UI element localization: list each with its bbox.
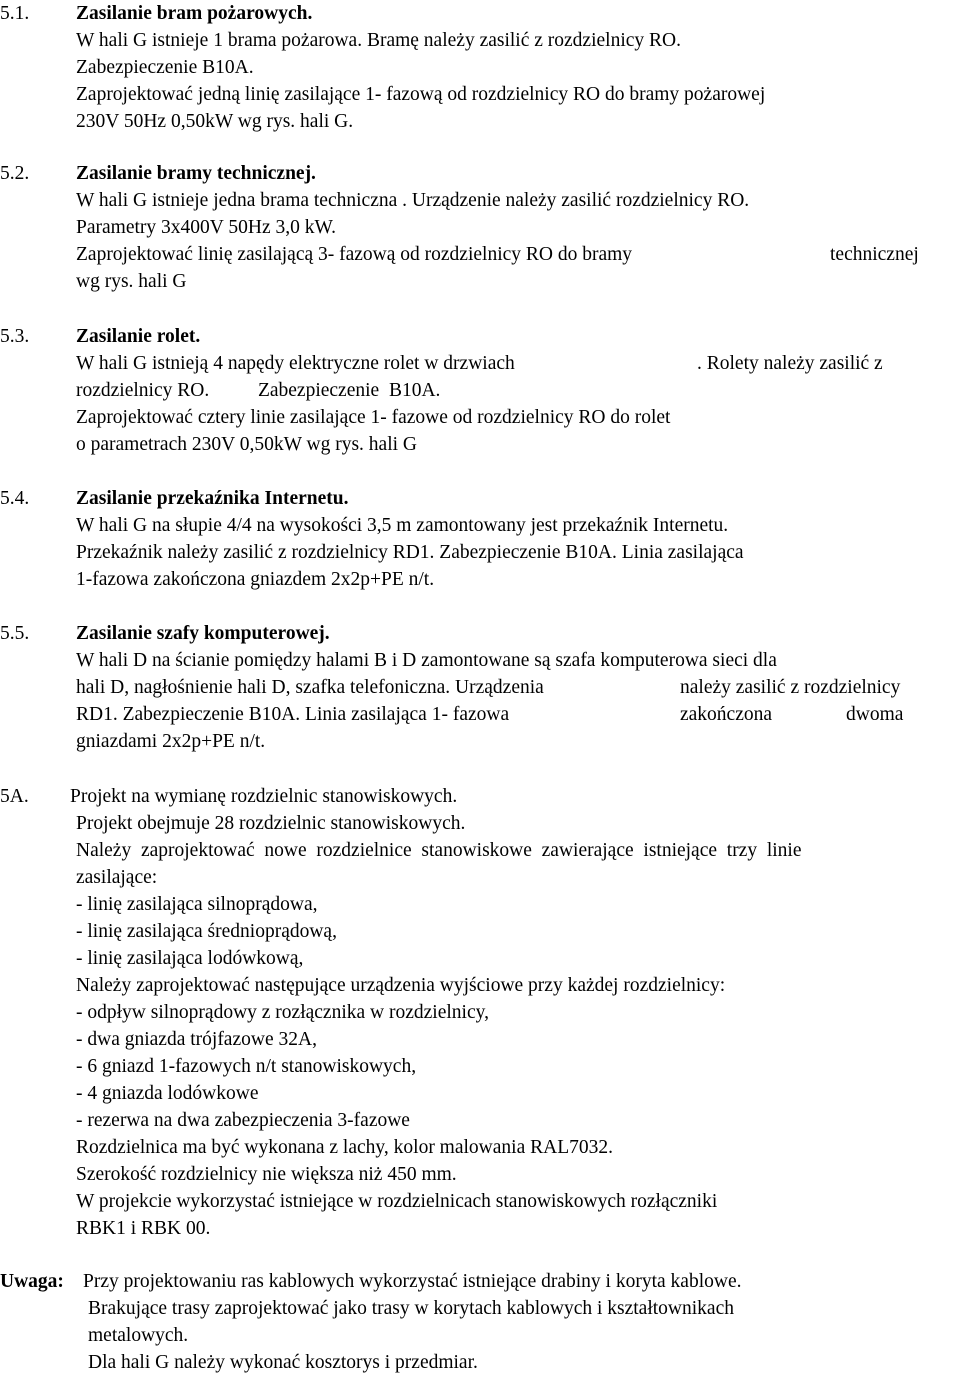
note-line: Brakujące trasy zaprojektować jako trasy w korytach kablowych i kształtownikach bbox=[88, 1298, 734, 1319]
section-number: 5A. bbox=[0, 786, 29, 807]
output-item: - dwa gniazda trójfazowe 32A, bbox=[76, 1029, 317, 1050]
text-line-split bbox=[76, 350, 928, 377]
feed-item: - linię zasilająca lodówkową, bbox=[76, 948, 304, 969]
text-line: Parametry 3x400V 50Hz 3,0 kW. bbox=[76, 217, 336, 238]
section-title: Zasilanie bramy technicznej. bbox=[76, 163, 316, 184]
output-item: - odpływ silnoprądowy z rozłącznika w rozdzielnicy, bbox=[76, 1002, 489, 1023]
section-number: 5.5. bbox=[0, 623, 30, 644]
section-title: Zasilanie bram pożarowych. bbox=[76, 3, 313, 24]
text-line: 230V 50Hz 0,50kW wg rys. hali G. bbox=[76, 111, 354, 132]
text-line: W hali D na ścianie pomiędzy halami B i D zamontowane są szafa komputerowa sieci dla bbox=[76, 650, 777, 671]
note-line: Dla hali G należy wykonać kosztorys i przedmiar. bbox=[88, 1352, 478, 1373]
text-fragment: Zaprojektować linię zasilającą 3- fazową od rozdzielnicy RO do bramy bbox=[76, 244, 633, 265]
section-title: Zasilanie rolet. bbox=[76, 326, 201, 347]
text-fragment: hali D, nagłośnienie hali D, szafka telefoniczna. Urządzenia bbox=[76, 677, 544, 698]
text-line: gniazdami 2x2p+PE n/t. bbox=[76, 731, 266, 752]
text-line: rozdzielnicy RO. Zabezpieczenie B10A. bbox=[76, 380, 441, 401]
text-line: Należy zaprojektować następujące urządzenia wyjściowe przy każdej rozdzielnicy: bbox=[76, 975, 726, 996]
section-title: Zasilanie przekaźnika Internetu. bbox=[76, 488, 349, 509]
text-fragment: W hali G istnieją 4 napędy elektryczne rolet w drzwiach bbox=[76, 353, 515, 374]
output-item: - rezerwa na dwa zabezpieczenia 3-fazowe bbox=[76, 1110, 410, 1131]
text-line: o parametrach 230V 0,50kW wg rys. hali G bbox=[76, 434, 417, 455]
output-item: - 6 gniazd 1-fazowych n/t stanowiskowych, bbox=[76, 1056, 417, 1077]
feed-item: - linię zasilająca silnoprądowa, bbox=[76, 894, 318, 915]
text-fragment: technicznej bbox=[830, 244, 919, 265]
section-number: 5.3. bbox=[0, 326, 30, 347]
text-fragment: RD1. Zabezpieczenie B10A. Linia zasilająca 1- fazowa bbox=[76, 704, 510, 725]
text-fragment: należy zasilić z rozdzielnicy bbox=[680, 677, 901, 698]
text-line: RBK1 i RBK 00. bbox=[76, 1218, 211, 1239]
text-line: Przekaźnik należy zasilić z rozdzielnicy RD1. Zabezpieczenie B10A. Linia zasilająca bbox=[76, 542, 744, 563]
note-label: Uwaga: bbox=[0, 1271, 64, 1292]
text-fragment: . Rolety należy zasilić z bbox=[697, 353, 883, 374]
text-line: Projekt obejmuje 28 rozdzielnic stanowiskowych. bbox=[76, 813, 466, 834]
text-fragment: dwoma bbox=[846, 704, 904, 725]
section-title: Zasilanie szafy komputerowej. bbox=[76, 623, 330, 644]
note-line: Przy projektowaniu ras kablowych wykorzystać istniejące drabiny i koryta kablowe. bbox=[83, 1271, 742, 1292]
section-number: 5.1. bbox=[0, 3, 30, 24]
text-line: Rozdzielnica ma być wykonana z lachy, kolor malowania RAL7032. bbox=[76, 1137, 613, 1158]
text-line: Zaprojektować cztery linie zasilające 1- fazowe od rozdzielnicy RO do rolet bbox=[76, 407, 671, 428]
text-line: W hali G na słupie 4/4 na wysokości 3,5 m zamontowany jest przekaźnik Internetu. bbox=[76, 515, 729, 536]
text-line: wg rys. hali G bbox=[76, 271, 187, 292]
section-title: Projekt na wymianę rozdzielnic stanowiskowych. bbox=[70, 786, 458, 807]
text-line-split bbox=[76, 674, 928, 701]
text-line: W hali G istnieje jedna brama techniczna . Urządzenie należy zasilić rozdzielnicy RO. bbox=[76, 190, 750, 211]
text-line: zasilające: bbox=[76, 867, 158, 888]
note-line: metalowych. bbox=[88, 1325, 189, 1346]
text-line-split bbox=[76, 241, 928, 268]
section-number: 5.2. bbox=[0, 163, 30, 184]
output-item: - 4 gniazda lodówkowe bbox=[76, 1083, 259, 1104]
text-line: 1-fazowa zakończona gniazdem 2x2p+PE n/t. bbox=[76, 569, 435, 590]
text-line: Szerokość rozdzielnicy nie większa niż 450 mm. bbox=[76, 1164, 457, 1185]
text-fragment: zakończona bbox=[680, 704, 773, 725]
text-line: Zaprojektować jedną linię zasilające 1- fazową od rozdzielnicy RO do bramy pożarowej bbox=[76, 84, 766, 105]
text-line: W projekcie wykorzystać istniejące w rozdzielnicach stanowiskowych rozłączniki bbox=[76, 1191, 718, 1212]
text-line-split bbox=[76, 701, 928, 728]
text-line: Należy zaprojektować nowe rozdzielnice stanowiskowe zawierające istniejące trzy linie bbox=[76, 840, 802, 861]
feed-item: - linię zasilająca średnioprądową, bbox=[76, 921, 337, 942]
text-line: W hali G istnieje 1 brama pożarowa. Bramę należy zasilić z rozdzielnicy RO. bbox=[76, 30, 681, 51]
section-number: 5.4. bbox=[0, 488, 30, 509]
text-line: Zabezpieczenie B10A. bbox=[76, 57, 254, 78]
